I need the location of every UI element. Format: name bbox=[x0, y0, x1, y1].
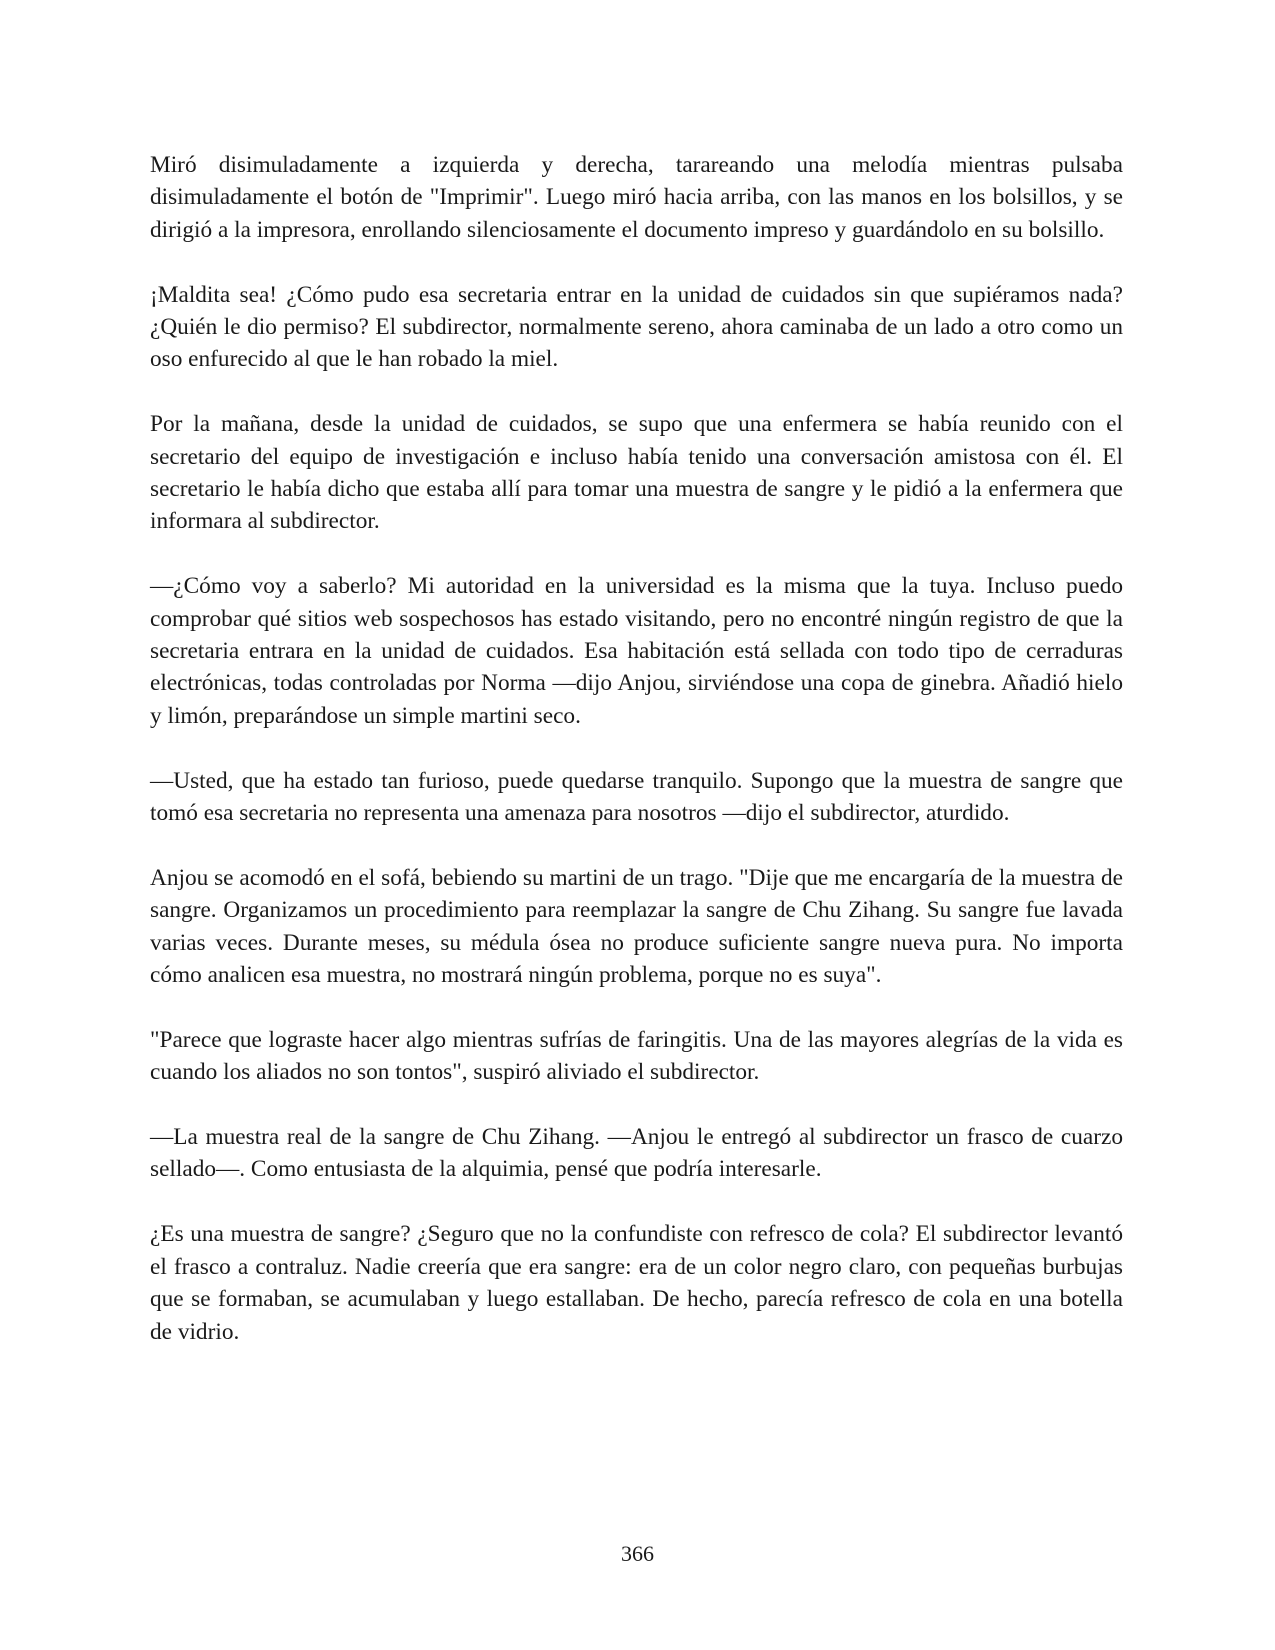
paragraph-2: ¡Maldita sea! ¿Cómo pudo esa secretaria entrar en la unidad de cuidados sin que supiéramos nada? ¿Quién le dio permiso? El subdirector, normalmente sereno, ahora caminaba de un lado a otro como un oso enfurecido al que le han robado la miel. bbox=[150, 281, 1123, 373]
paragraph-9: ¿Es una muestra de sangre? ¿Seguro que no la confundiste con refresco de cola? El subdirector levantó el frasco a contraluz. Nadie creería que era sangre: era de un color negro claro, con pequeñas burbujas que se formaban, se acumulaban y luego estallaban. De hecho, parecía refresco de cola en una botella de vidrio. bbox=[150, 1221, 1123, 1345]
paragraph-5: —Usted, que ha estado tan furioso, puede quedarse tranquilo. Supongo que la muestra de sangre que tomó esa secretaria no representa una amenaza para nosotros —dijo el subdirector, aturdido. bbox=[150, 767, 1123, 827]
paragraph-4: —¿Cómo voy a saberlo? Mi autoridad en la universidad es la misma que la tuya. Incluso puedo comprobar qué sitios web sospechosos has estado visitando, pero no encontré ningún registro de que la secretaria entrara en la unidad de cuidados. Esa habitación está sellada con todo tipo de cerraduras electrónicas, todas controladas por Norma —dijo Anjou, sirviéndose una copa de ginebra. Añadió hielo y limón, preparándose un simple martini seco. bbox=[150, 573, 1123, 729]
paragraph-3: Por la mañana, desde la unidad de cuidados, se supo que una enfermera se había reunido con el secretario del equipo de investigación e incluso había tenido una conversación amistosa con él. El secretario le había dicho que estaba allí para tomar una muestra de sangre y le pidió a la enfermera que informara al subdirector. bbox=[150, 411, 1123, 535]
page-number: 366 bbox=[621, 1541, 654, 1566]
paragraph-7: "Parece que lograste hacer algo mientras sufrías de faringitis. Una de las mayores alegrías de la vida es cuando los aliados no son tontos", suspiró aliviado el subdirector. bbox=[150, 1026, 1123, 1086]
body-text bbox=[150, 149, 1123, 1380]
paragraph-1: Miró disimuladamente a izquierda y derecha, tarareando una melodía mientras pulsaba disimuladamente el botón de "Imprimir". Luego miró hacia arriba, con las manos en los bolsillos, y se dirigió a la impresora, enrollando silenciosamente el documento impreso y guardándolo en su bolsillo. bbox=[150, 152, 1123, 243]
paragraph-8: —La muestra real de la sangre de Chu Zihang. —Anjou le entregó al subdirector un frasco de cuarzo sellado—. Como entusiasta de la alquimia, pensé que podría interesarle. bbox=[150, 1124, 1123, 1183]
paragraph-6: Anjou se acomodó en el sofá, bebiendo su martini de un trago. "Dije que me encargaría de la muestra de sangre. Organizamos un procedimiento para reemplazar la sangre de Chu Zihang. Su sangre fue lavada varias veces. Durante meses, su médula ósea no produce suficiente sangre nueva pura. No importa cómo analicen esa muestra, no mostrará ningún problema, porque no es suya". bbox=[150, 864, 1123, 989]
